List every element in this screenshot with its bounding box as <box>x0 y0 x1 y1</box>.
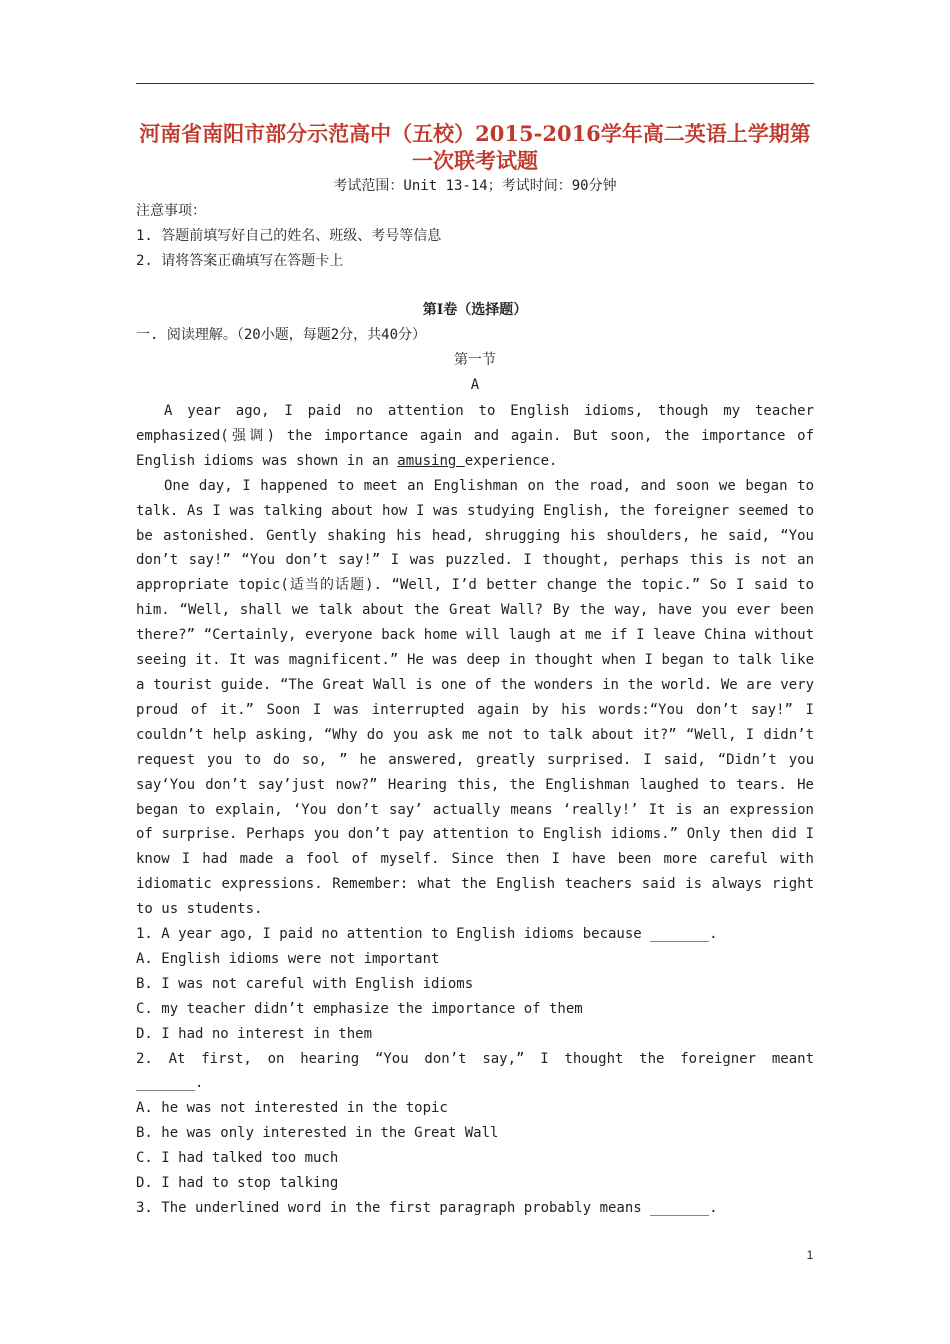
document-title: 河南省南阳市部分示范高中（五校）2015-2016学年高二英语上学期第一次联考试题 <box>139 121 811 173</box>
section-title: 第一节 <box>454 352 496 368</box>
question-stem: 1. A year ago, I paid no attention to English idioms because _______. <box>136 926 718 942</box>
option: D. I had to stop talking <box>136 1175 339 1192</box>
option: A. English idioms were not important <box>136 950 440 967</box>
option: B. he was only interested in the Great Wall <box>136 1125 499 1142</box>
reading-passage <box>136 399 814 922</box>
underlined-word: amusing <box>397 452 465 469</box>
notes-heading: 注意事项： <box>136 203 206 219</box>
passage-paragraph: One day, I happened to meet an Englishman on the road, and soon we began to talk. As I was talking about how I was studying English, the foreigner seemed to be astonished. Gently shaking his head, shrugging his shoulders, he said, “You don’t say!” “You don’t say!” I was puzzled. I thought, perhaps this is not an appropriate topic(适当的话题). “Well, I’d better change the topic.” So I said to him. “Well, shall we talk about the Great Wall? By the way, have you ever been there?” “Certainly, everyone back home will laugh at me if I leave China without seeing it. It was magnificent.” He was deep in thought when I began to talk like a tourist guide. “The Great Wall is one of the wonders in the world. We are very proud of it.” Soon I was interrupted again by his words:“You don’t say!” I couldn’t help asking, “Why do you ask me not to talk about it?” “Well, I didn’t request you to do so, ” he answered, greatly surprised. I said, “Didn’t you say‘You don’t say’just now?” Hearing this, the Englishman laughed to tears. He began to explain, ‘You don’t say’ actually means ‘really!’ It is an expression of surprise. Perhaps you don’t pay attention to English idioms.” Only then did I know I had made a fool of myself. Since then I have been more careful with idiomatic expressions. Remember: what the English teachers said is always right to us students. <box>136 477 814 918</box>
passage-text: A year ago, I paid no attention to English idioms, though my teacher emphasized(强调) the importance again and again. But soon, the importance of English idioms was shown in an <box>136 403 814 469</box>
volume-title: 第I卷（选择题） <box>422 302 528 318</box>
question-stem: 2. At first, on hearing “You don’t say,” I thought the foreigner meant <box>136 1050 814 1067</box>
option: B. I was not careful with English idioms <box>136 975 474 992</box>
question-stem: 3. The underlined word in the first paragraph probably means _______. <box>136 1199 718 1216</box>
option: C. I had talked too much <box>136 1150 339 1167</box>
passage-text: experience. <box>464 452 558 469</box>
notes <box>136 199 814 274</box>
passage-letter: A <box>470 377 480 393</box>
option: C. my teacher didn’t emphasize the importance of them <box>136 1000 583 1017</box>
questions <box>136 922 814 1221</box>
option: A. he was not interested in the topic <box>136 1100 448 1117</box>
passage-paragraph <box>136 399 814 474</box>
question-stem-continued: _______. <box>136 1075 204 1092</box>
section-heading <box>136 298 814 398</box>
notes-item: 2. 请将答案正确填写在答题卡上 <box>136 253 344 269</box>
header-rule <box>136 83 814 84</box>
part-title: 一. 阅读理解。（20小题，每题2分，共40分） <box>136 327 426 343</box>
notes-item: 1. 答题前填写好自己的姓名、班级、考号等信息 <box>136 228 442 244</box>
page-number: 1 <box>806 1248 814 1262</box>
exam-info: 考试范围：Unit 13-14；考试时间：90分钟 <box>333 178 617 194</box>
option: D. I had no interest in them <box>136 1025 373 1042</box>
